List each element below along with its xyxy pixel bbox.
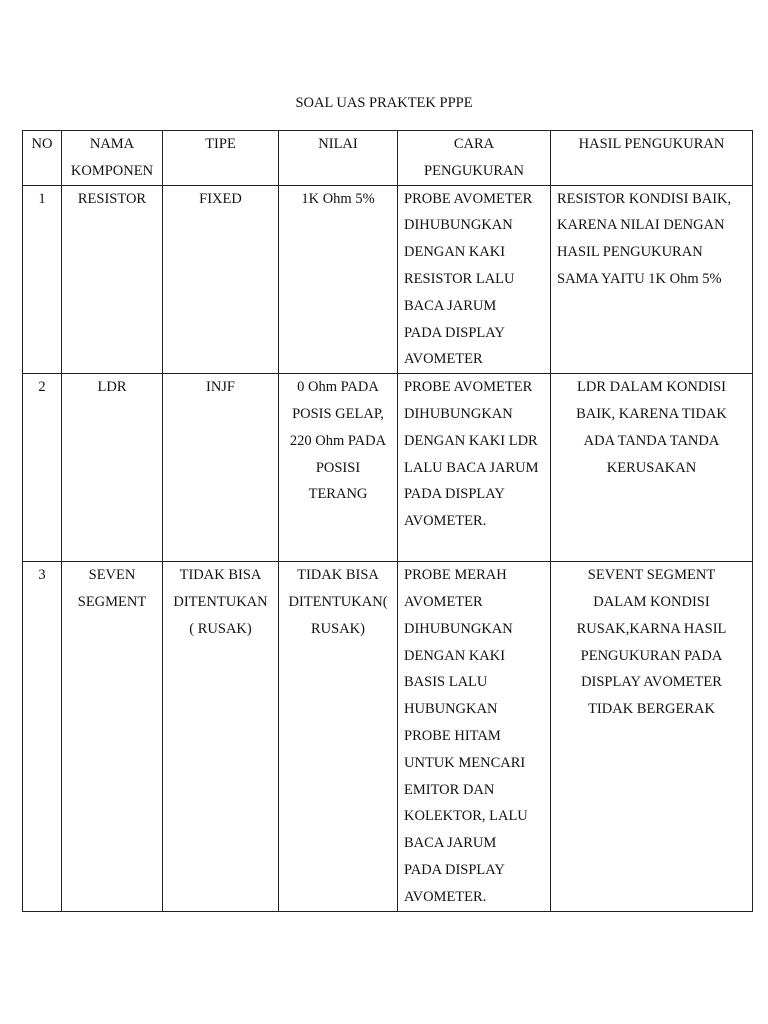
cell-nama: RESISTOR: [62, 185, 163, 374]
cell-tipe: INJF: [163, 374, 279, 562]
header-nilai: NILAI: [279, 131, 398, 186]
header-hasil-pengukuran: HASIL PENGUKURAN: [551, 131, 753, 186]
cell-tipe: FIXED: [163, 185, 279, 374]
cell-no: 2: [23, 374, 62, 562]
table-header-row: [23, 131, 753, 186]
cell-nama: SEVEN SEGMENT: [62, 562, 163, 911]
table-row: [23, 185, 753, 374]
cell-hasil: RESISTOR KONDISI BAIK, KARENA NILAI DENGAN HASIL PENGUKURAN SAMA YAITU 1K Ohm 5%: [551, 185, 753, 374]
cell-nilai: 0 Ohm PADA POSIS GELAP, 220 Ohm PADA POSISI TERANG: [279, 374, 398, 562]
header-nama-komponen: NAMA KOMPONEN: [62, 131, 163, 186]
header-no: NO: [23, 131, 62, 186]
table-row: [23, 374, 753, 562]
cell-hasil: LDR DALAM KONDISI BAIK, KARENA TIDAK ADA TANDA TANDA KERUSAKAN: [551, 374, 753, 562]
cell-cara: PROBE AVOMETER DIHUBUNGKAN DENGAN KAKI RESISTOR LALU BACA JARUM PADA DISPLAY AVOMETER: [398, 185, 551, 374]
cell-tipe: TIDAK BISA DITENTUKAN ( RUSAK): [163, 562, 279, 911]
cell-nilai: 1K Ohm 5%: [279, 185, 398, 374]
header-tipe: TIPE: [163, 131, 279, 186]
header-cara-pengukuran: CARA PENGUKURAN: [398, 131, 551, 186]
cell-hasil: SEVENT SEGMENT DALAM KONDISI RUSAK,KARNA HASIL PENGUKURAN PADA DISPLAY AVOMETER TIDAK BERGERAK: [551, 562, 753, 911]
cell-cara: PROBE AVOMETER DIHUBUNGKAN DENGAN KAKI LDR LALU BACA JARUM PADA DISPLAY AVOMETER.: [398, 374, 551, 562]
cell-nama: LDR: [62, 374, 163, 562]
table-row: [23, 562, 753, 911]
document-title: SOAL UAS PRAKTEK PPPE: [295, 95, 473, 111]
cell-cara: PROBE MERAH AVOMETER DIHUBUNGKAN DENGAN KAKI BASIS LALU HUBUNGKAN PROBE HITAM UNTUK MENCARI EMITOR DAN KOLEKTOR, LALU BACA JARUM PADA DISPLAY AVOMETER.: [398, 562, 551, 911]
cell-no: 1: [23, 185, 62, 374]
cell-nilai: TIDAK BISA DITENTUKAN( RUSAK): [279, 562, 398, 911]
measurement-table: [22, 130, 753, 912]
cell-no: 3: [23, 562, 62, 911]
